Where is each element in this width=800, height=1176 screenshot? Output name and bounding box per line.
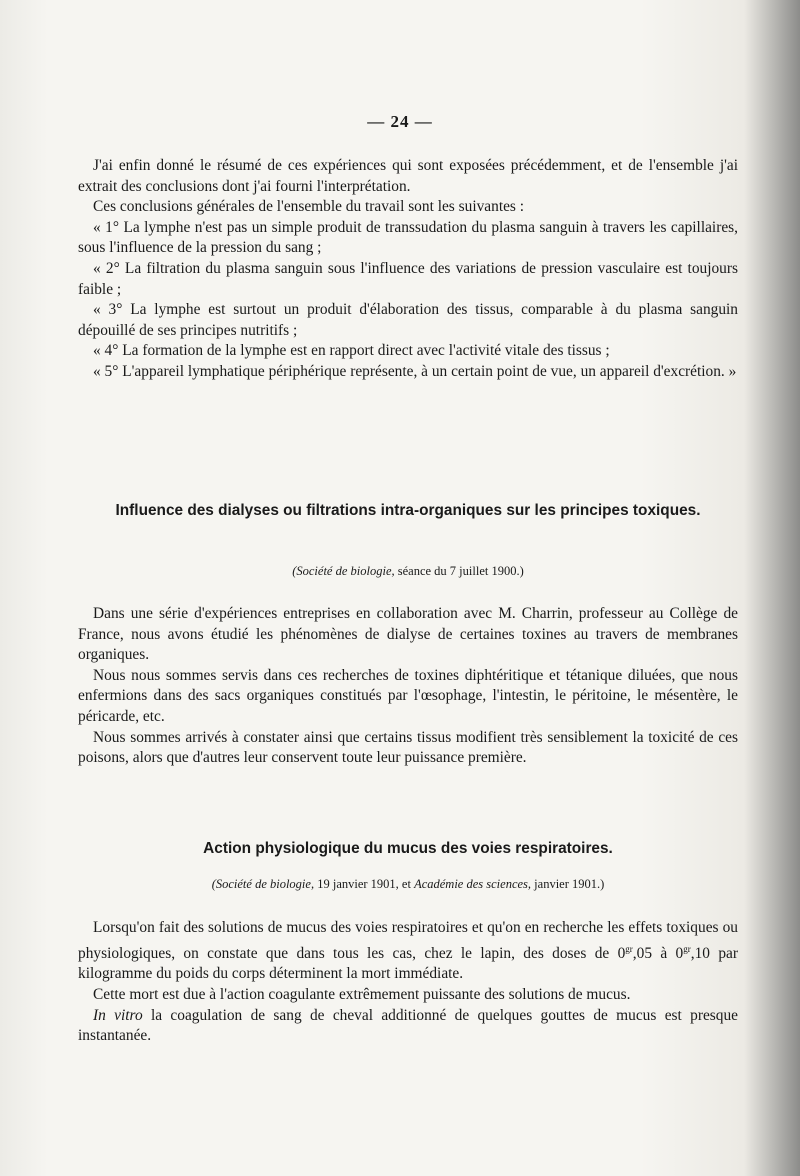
conclusion-item: « 4° La formation de la lymphe est en rapport direct avec l'activité vitale des tissus ;	[93, 342, 610, 360]
section-heading-mucus: Action physiologique du mucus des voies respiratoires.	[203, 840, 613, 857]
dialyses-body	[78, 604, 738, 769]
conclusion-item: « 1° La lymphe n'est pas un simple produit de transsudation du plasma sanguin à travers les capillaires, sous l'influence de la pression du sang ;	[78, 218, 738, 257]
paragraph: Ces conclusions générales de l'ensemble du travail sont les suivantes :	[93, 198, 525, 216]
unit-superscript: gr	[625, 943, 633, 954]
text-run: la coagulation de sang de cheval additionné de quelques gouttes de mucus est presque instantanée.	[78, 1006, 738, 1045]
section-heading-dialyses: Influence des dialyses ou filtrations intra-organiques sur les principes toxiques.	[115, 502, 701, 519]
paragraph: J'ai enfin donné le résumé de ces expériences qui sont exposées précédemment, et de l'ensemble j'ai extrait des conclusions dont j'ai fourni l'interprétation.	[78, 157, 738, 195]
text-run: Lorsqu'on fait des solutions de mucus des voies respiratoires et qu'on en recherche les effets toxiques ou physiologiques, on constate que dans tous les cas, chez le lapin, des doses de 0	[78, 919, 738, 962]
source-date: janvier 1901.)	[534, 877, 605, 891]
source-date: séance du 7 juillet 1900.)	[397, 564, 524, 578]
source-journal: Académie des sciences,	[414, 877, 532, 891]
conclusion-item: « 2° La filtration du plasma sanguin sous l'influence des variations de pression vasculaire est toujours faible ;	[78, 259, 738, 298]
text-run: ,05 à 0	[632, 944, 684, 962]
unit-superscript: gr	[683, 943, 691, 954]
conclusion-item: « 3° La lymphe est surtout un produit d'élaboration des tissus, comparable à du plasma sanguin dépouillé de ses principes nutritifs ;	[78, 301, 738, 339]
conclusion-item: « 5° L'appareil lymphatique périphérique représente, à un certain point de vue, un appareil d'excrétion. »	[93, 362, 737, 380]
paragraph: Nous nous sommes servis dans ces recherches de toxines diphtéritique et tétanique diluées, que nous enfermions dans des sacs organiques constitués par l'œsophage, l'intestin, le péritoine, le mésentère, le péricarde, etc.	[78, 666, 738, 725]
paragraph: Cette mort est due à l'action coagulante extrêmement puissante des solutions de mucus.	[93, 985, 631, 1003]
page-number: — 24 —	[367, 112, 433, 131]
section-source	[78, 563, 738, 579]
source-date: 19 janvier 1901, et	[317, 877, 411, 891]
paragraph: Nous sommes arrivés à constater ainsi que certains tissus modifient très sensiblement la toxicité de ces poisons, alors que d'autres leur conservent toute leur puissance première.	[78, 728, 738, 767]
italic-phrase: In vitro	[93, 1006, 143, 1024]
text-run: ,10 par kilogramme du poids du corps déterminent la mort immédiate.	[78, 944, 738, 983]
section-source	[78, 876, 738, 892]
source-journal: (Société de biologie,	[292, 564, 395, 578]
mucus-body	[78, 918, 738, 1047]
paragraph: Dans une série d'expériences entreprises en collaboration avec M. Charrin, professeur au Collège de France, nous avons étudié les phénomènes de dialyse de certaines toxines au travers de membranes organiques.	[78, 605, 738, 664]
source-journal: (Société de biologie,	[211, 877, 315, 891]
conclusions-block	[78, 156, 738, 383]
paragraph	[78, 918, 738, 985]
paragraph	[78, 1006, 738, 1047]
